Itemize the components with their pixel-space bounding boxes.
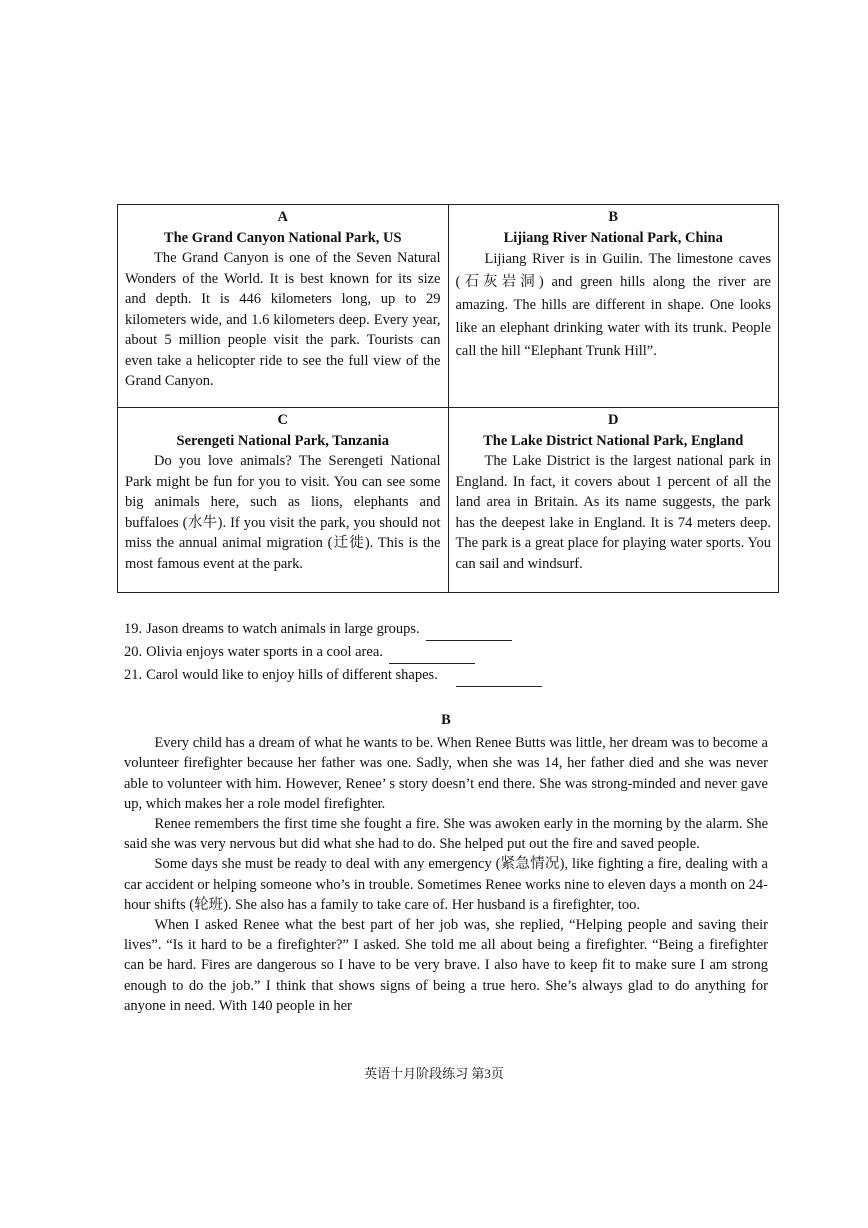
question-text: Jason dreams to watch animals in large groups.	[146, 621, 420, 637]
answer-blank[interactable]	[456, 670, 542, 687]
question-21	[124, 664, 784, 687]
table-row	[118, 205, 779, 408]
park-title: Serengeti National Park, Tanzania	[176, 432, 389, 449]
cell-letter: B	[608, 209, 619, 225]
park-title: The Lake District National Park, England	[483, 432, 744, 449]
park-description: Lijiang River is in Guilin. The limestone caves (石灰岩洞) and green hills along the river are amazing. The hills are different in shape. One looks like an elephant drinking water with its trunk. People call the hill “Elephant Trunk Hill”.	[455, 251, 771, 359]
cell-letter: A	[277, 209, 288, 225]
park-cell-d	[448, 408, 779, 593]
answer-blank[interactable]	[389, 647, 475, 664]
park-cell-b	[448, 205, 779, 408]
section-title: B	[441, 712, 451, 728]
park-description: The Grand Canyon is one of the Seven Natural Wonders of the World. It is best known for its size and depth. It is 446 kilometers long, up to 29 kilometers wide, and 1.6 kilometers deep. Every year, about 5 million people visit the park. Tourists can even take a helicopter ride to see the full view of the Grand Canyon.	[125, 250, 441, 389]
answer-blank[interactable]	[426, 624, 512, 641]
page-footer: 英语十月阶段练习 第3页	[364, 1066, 504, 1081]
park-description: Do you love animals? The Serengeti National Park might be fun for you to visit. You can see some big animals here, such as lions, elephants and buffaloes (水牛). If you visit the park, you should not miss the annual animal migration (迁徙). This is the most famous event at the park.	[125, 453, 441, 572]
passage-paragraph: When I asked Renee what the best part of her job was, she replied, “Helping people and saving their lives”. “Is it hard to be a firefighter?” I asked. She told me all about being a firefighter. “Being a firefighter can be hard. Fires are dangerous so I have to be very brave. I also have to keep fit to make sure I am strong enough to do the job.” I think that shows signs of being a true hero. She’s always glad to do anything for anyone in need. With 140 people in her	[124, 917, 768, 1014]
question-number: 21.	[124, 667, 143, 683]
question-text: Carol would like to enjoy hills of different shapes.	[146, 667, 438, 683]
reading-passage-b	[124, 710, 768, 1016]
park-title: Lijiang River National Park, China	[503, 229, 723, 246]
passage-paragraph: Every child has a dream of what he wants to be. When Renee Butts was little, her dream was to become a volunteer firefighter because her father was one. Sadly, when she was 14, her father died and she was never able to volunteer with him. However, Renee’ s story doesn’t end there. She was strong-minded and never gave up, which makes her a role model firefighter.	[124, 735, 768, 812]
parks-table	[117, 204, 779, 593]
park-description: The Lake District is the largest national park in England. In fact, it covers about 1 percent of all the land area in Britain. As its name suggests, the park has the deepest lake in England. It is 74 meters deep. The park is a great place for playing water sports. You can sail and windsurf.	[455, 453, 771, 572]
question-number: 20.	[124, 644, 143, 660]
park-title: The Grand Canyon National Park, US	[163, 229, 402, 246]
passage-paragraph: Renee remembers the first time she fought a fire. She was awoken early in the morning by the alarm. She said she was very nervous but did what she had to do. She helped put out the fire and saved people.	[124, 816, 768, 853]
cell-letter: D	[608, 412, 619, 428]
question-20	[124, 641, 784, 664]
question-list	[124, 618, 784, 687]
question-number: 19.	[124, 621, 143, 637]
question-19	[124, 618, 784, 641]
cell-letter: C	[277, 412, 288, 428]
table-row	[118, 408, 779, 593]
park-cell-c	[118, 408, 449, 593]
park-cell-a	[118, 205, 449, 408]
passage-paragraph: Some days she must be ready to deal with any emergency (紧急情况), like fighting a fire, dealing with a car accident or helping someone who’s in trouble. Sometimes Renee works nine to eleven days a month on 24-hour shifts (轮班). She also has a family to take care of. Her husband is a firefighter, too.	[124, 856, 768, 913]
question-text: Olivia enjoys water sports in a cool area.	[146, 644, 383, 660]
